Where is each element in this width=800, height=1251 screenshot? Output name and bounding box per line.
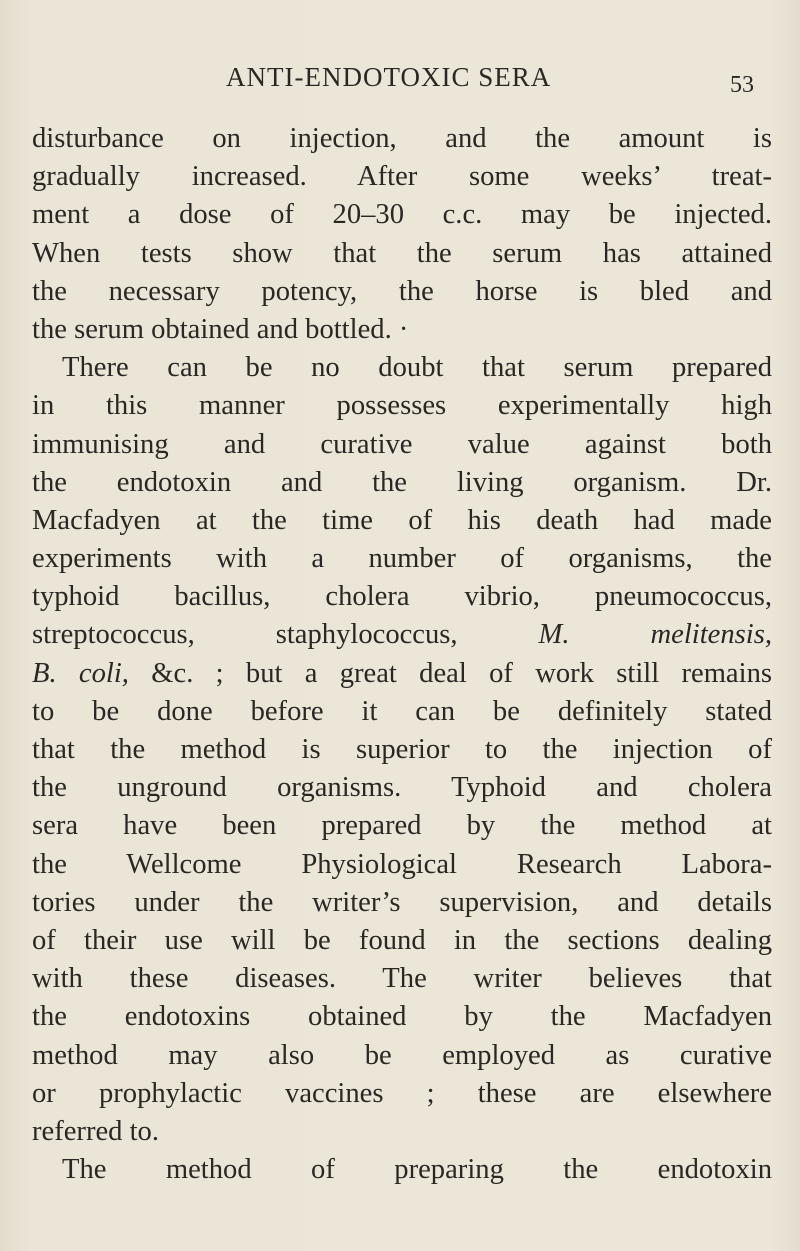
text-line: ment a dose of 20–30 c.c. may be injected. bbox=[32, 199, 772, 231]
text-line: to be done before it can be definitely stated bbox=[32, 695, 772, 727]
text-line: the serum obtained and bottled. · bbox=[32, 313, 409, 345]
text-line: the Wellcome Physiological Research Labora- bbox=[32, 848, 772, 880]
text-line: with these diseases. The writer believes that bbox=[32, 963, 772, 995]
paragraph-start-line: There can be no doubt that serum prepared bbox=[62, 352, 772, 384]
page-number: 53 bbox=[730, 72, 754, 98]
body-text bbox=[32, 120, 772, 1189]
text-line: referred to. bbox=[32, 1115, 159, 1147]
text-line: in this manner possesses experimentally high bbox=[32, 390, 772, 422]
text-line: the necessary potency, the horse is bled and bbox=[32, 275, 772, 307]
text-fragment: streptococcus, staphylococcus, bbox=[32, 619, 458, 651]
text-line: method may also be employed as curative bbox=[32, 1039, 772, 1071]
text-line: disturbance on injection, and the amount is bbox=[32, 123, 772, 154]
text-line: or prophylactic vaccines ; these are elsewhere bbox=[32, 1077, 772, 1109]
text-line: immunising and curative value against both bbox=[32, 428, 772, 460]
species-name-italic: B. coli, bbox=[32, 657, 129, 689]
text-line: the unground organisms. Typhoid and cholera bbox=[32, 772, 772, 804]
text-fragment: &c. ; but a great deal of work still remains bbox=[151, 657, 772, 689]
text-line: Macfadyen at the time of his death had made bbox=[32, 504, 772, 536]
text-line-mixed bbox=[32, 616, 772, 654]
text-line: tories under the writer’s supervision, and details bbox=[32, 886, 772, 918]
text-line: sera have been prepared by the method at bbox=[32, 810, 772, 842]
text-line: the endotoxin and the living organism. Dr. bbox=[32, 466, 772, 498]
running-title: ANTI-ENDOTOXIC SERA bbox=[226, 62, 552, 92]
text-line: When tests show that the serum has attained bbox=[32, 237, 772, 269]
text-line: that the method is superior to the injection of bbox=[32, 734, 772, 765]
text-line: typhoid bacillus, cholera vibrio, pneumococcus, bbox=[32, 581, 772, 613]
species-name-italic: M. melitensis, bbox=[538, 619, 772, 651]
text-line: the endotoxins obtained by the Macfadyen bbox=[32, 1001, 772, 1033]
text-line: of their use will be found in the sections dealing bbox=[32, 924, 772, 956]
text-line: gradually increased. After some weeks’ treat- bbox=[32, 161, 772, 193]
text-line-mixed bbox=[32, 655, 772, 693]
running-head bbox=[0, 62, 800, 102]
paragraph-start-line: The method of preparing the endotoxin bbox=[62, 1154, 772, 1186]
text-line: experiments with a number of organisms, the bbox=[32, 543, 772, 575]
